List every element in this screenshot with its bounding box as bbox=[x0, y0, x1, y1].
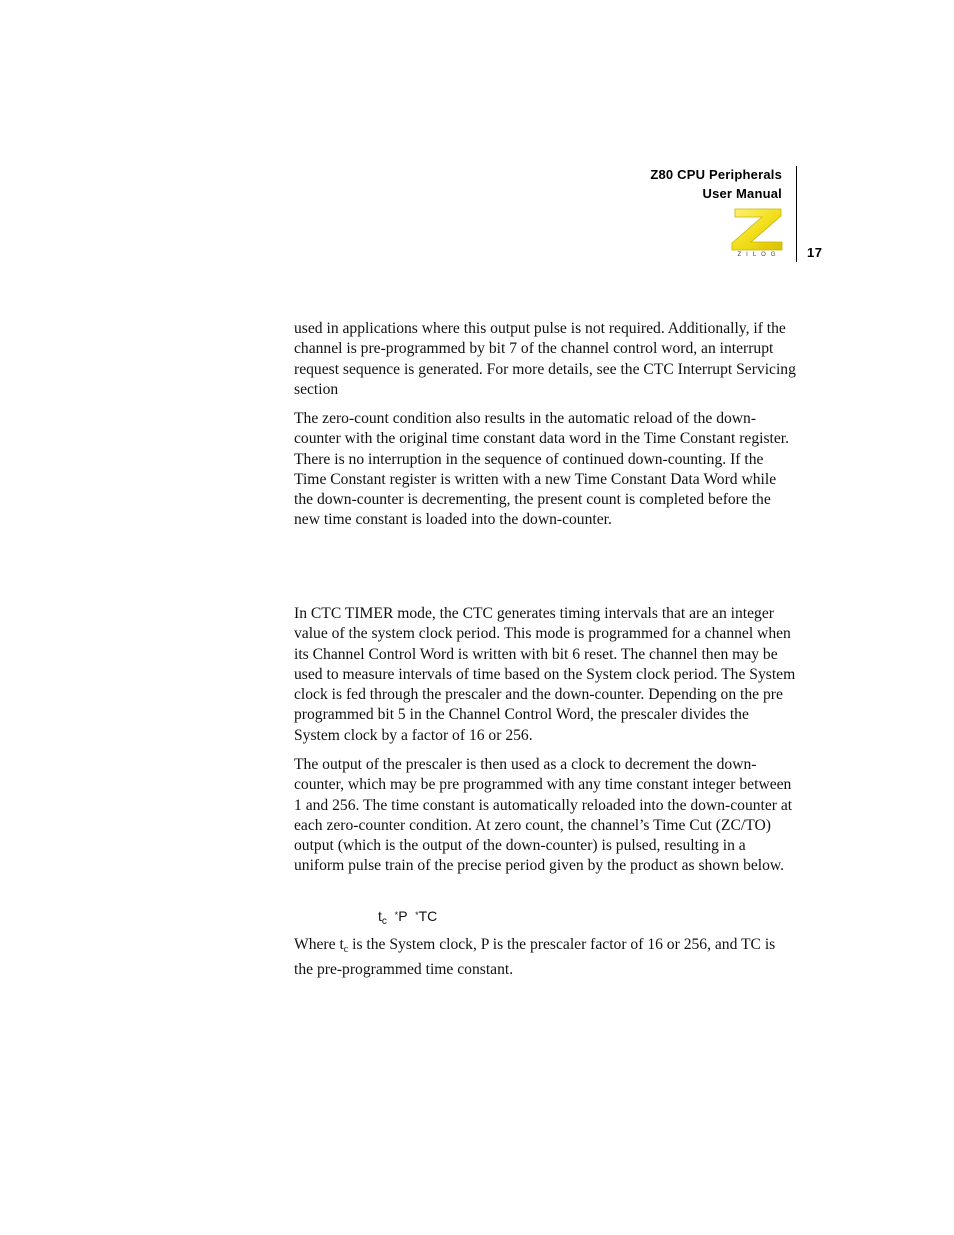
logo-wordmark: ZILOG bbox=[737, 252, 781, 258]
header-divider bbox=[796, 166, 797, 262]
formula-term-p: P bbox=[398, 908, 408, 924]
paragraph-5 bbox=[294, 935, 798, 981]
where-clause bbox=[294, 935, 798, 981]
paragraph-4 bbox=[294, 755, 798, 877]
paragraph-3 bbox=[294, 604, 798, 746]
period-formula bbox=[378, 906, 437, 931]
page-number: 17 bbox=[807, 245, 823, 260]
where-rest: is the System clock, P is the prescaler factor of 16 or 256, and TC is the pre-programmed time constant. bbox=[294, 936, 776, 979]
header-title-line1: Z80 CPU Peripherals bbox=[650, 167, 782, 182]
paragraph-text: The output of the prescaler is then used as a clock to decrement the down-counter, which may be pre programmed with any time constant integer between 1 and 256. The time constant is automatically reloaded into the down-counter at each zero-counter condition. At zero count, the channel’s Time Cut (ZC/TO) output (which is the output of the down-counter) is pulsed, resulting in a uniform pulse train of the precise period given by the product as shown below. bbox=[294, 756, 793, 875]
formula-subscript: c bbox=[381, 916, 387, 927]
zilog-z-mark-icon bbox=[729, 206, 785, 252]
paragraph-text: The zero-count condition also results in the automatic reload of the down-counter with the original time constant data word in the Time Constant register. There is no interruption in the sequence of continued down-counting. If the Time Constant register is written with a new Time Constant Data Word while the down-counter is decrementing, the present count is completed before the new time constant is loaded into the down-counter. bbox=[294, 410, 790, 529]
where-subscript: c bbox=[343, 944, 349, 955]
formula-term-tc: TC bbox=[418, 908, 438, 924]
formula-operator-2: * bbox=[415, 910, 419, 920]
running-header bbox=[650, 165, 782, 203]
paragraph-2 bbox=[294, 409, 798, 531]
paragraph-text: used in applications where this output pulse is not required. Additionally, if the channel is pre-programmed by bit 7 of the channel control word, an interrupt request sequence is generated. For more details, see the CTC Interrupt Servicing section bbox=[294, 320, 796, 398]
header-title-line2: User Manual bbox=[702, 186, 782, 201]
where-prefix: Where t bbox=[294, 936, 344, 953]
formula-operator-1: * bbox=[394, 910, 399, 920]
paragraph-1 bbox=[294, 319, 798, 400]
zilog-logo-icon bbox=[729, 206, 785, 262]
formula-base: t bbox=[378, 908, 382, 924]
paragraph-text: In CTC TIMER mode, the CTC generates timing intervals that are an integer value of the system clock period. This mode is programmed for a channel when its Channel Control Word is written with bit 6 reset. The channel then may be used to measure intervals of time based on the System clock period. The System clock is fed through the prescaler and the down-counter. Depending on the pre programmed bit 5 in the Channel Control Word, the prescaler divides the System clock by a factor of 16 or 256. bbox=[294, 605, 796, 744]
